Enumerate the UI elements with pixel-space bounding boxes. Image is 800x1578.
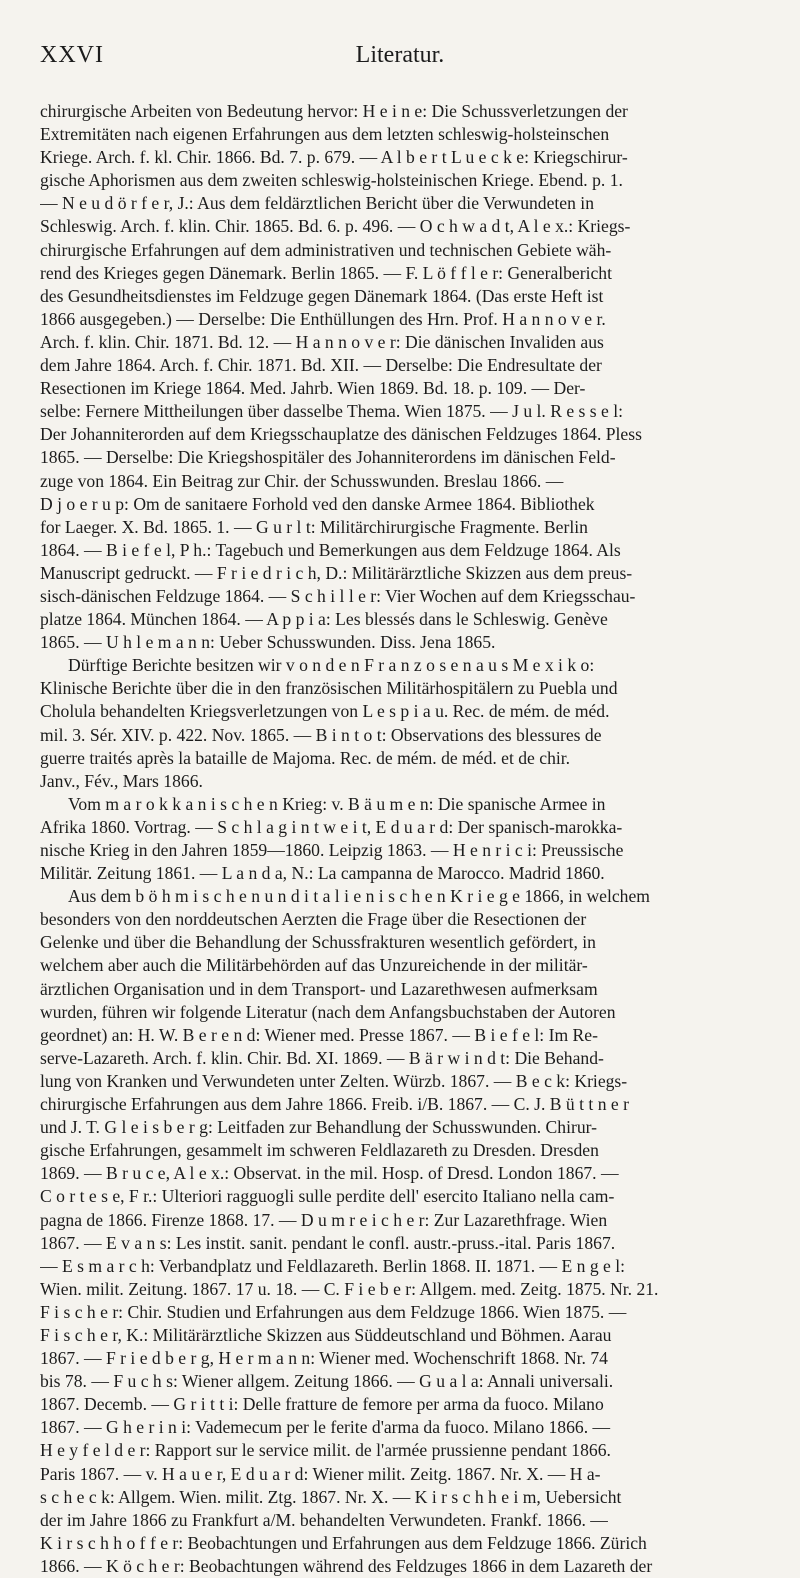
text-line: Manuscript gedruckt. — F r i e d r i c h, D.: Militärärztliche Skizzen aus dem preus- xyxy=(40,562,633,583)
text-line: nische Krieg in den Jahren 1859—1860. Leipzig 1863. — H e n r i c i: Preussische xyxy=(40,840,624,860)
text-line: bis 78. — F u c h s: Wiener allgem. Zeitung 1866. — G u a l a: Annali universali. xyxy=(40,1371,614,1392)
text-line: chirurgische Erfahrungen auf dem administrativen und technischen Gebiete wäh- xyxy=(40,239,612,260)
text-line: Extremitäten nach eigenen Erfahrungen aus dem letzten schleswig-holsteinschen xyxy=(40,124,610,145)
text-line: Kriege. Arch. f. kl. Chir. 1866. Bd. 7. p. 679. — A l b e r t L u e c k e: Kriegschirur- xyxy=(40,147,628,168)
running-title: Literatur. xyxy=(355,42,445,68)
text-line: Vom m a r o k k a n i s c h e n Krieg: v. B ä u m e n: Die spanische Armee in xyxy=(68,793,606,814)
text-line: selbe: Fernere Mittheilungen über dasselbe Thema. Wien 1875. — J u l. R e s s e l: xyxy=(40,401,624,422)
text-line: sisch-dänischen Feldzuge 1864. — S c h i l l e r: Vier Wochen auf dem Kriegsschau- xyxy=(40,585,636,606)
text-line: Schleswig. Arch. f. klin. Chir. 1865. Bd. 6. p. 496. — O c h w a d t, A l e x.: Kriegs- xyxy=(40,216,631,237)
text-line: 1869. — B r u c e, A l e x.: Observat. in the mil. Hosp. of Dresd. London 1867. — xyxy=(40,1163,619,1184)
text-line: chirurgische Erfahrungen aus dem Jahre 1866. Freib. i/B. 1867. — C. J. B ü t t n e r xyxy=(40,1094,629,1115)
text-line: gische Erfahrungen, gesammelt im schweren Feldlazareth zu Dresden. Dresden xyxy=(40,1140,599,1161)
text-line: for Laeger. X. Bd. 1865. 1. — G u r l t: Militärchirurgische Fragmente. Berlin xyxy=(40,516,588,537)
text-line: Afrika 1860. Vortrag. — S c h l a g i n t w e i t, E d u a r d: Der spanisch-marokka- xyxy=(40,816,623,837)
text-line: Wien. milit. Zeitung. 1867. 17 u. 18. — C. F i e b e r: Allgem. med. Zeitg. 1875. Nr. 21. xyxy=(40,1278,659,1299)
text-line: besonders von den norddeutschen Aerzten die Frage über die Resectionen der xyxy=(40,909,587,930)
bibliography-text xyxy=(40,100,760,1578)
text-line: 1867. — E v a n s: Les instit. sanit. pendant le confl. austr.-pruss.-ital. Paris 1867. xyxy=(40,1232,616,1253)
text-line: 1867. Decemb. — G r i t t i: Delle fratture de femore per arma da fuoco. Milano xyxy=(40,1394,604,1415)
text-line: 1865. — Derselbe: Die Kriegshospitäler des Johanniterordens im dänischen Feld- xyxy=(40,447,616,468)
text-line: Paris 1867. — v. H a u e r, E d u a r d: Wiener milit. Zeitg. 1867. Nr. X. — H a- xyxy=(40,1463,601,1484)
text-line: F i s c h e r: Chir. Studien und Erfahrungen aus dem Feldzuge 1866. Wien 1875. — xyxy=(40,1301,627,1322)
text-line: der im Jahre 1866 zu Frankfurt a/M. behandelten Verwundeten. Frankf. 1866. — xyxy=(40,1509,608,1530)
text-line: wurden, führen wir folgende Literatur (nach dem Anfangsbuchstaben der Autoren xyxy=(40,1001,616,1022)
text-line: 1867. — G h e r i n i: Vademecum per le ferite d'arma da fuoco. Milano 1866. — xyxy=(40,1417,611,1438)
text-line: guerre traités après la bataille de Majoma. Rec. de mém. de méd. et de chir. xyxy=(40,747,571,768)
text-line: des Gesundheitsdienstes im Feldzuge gegen Dänemark 1864. (Das erste Heft ist xyxy=(40,285,604,306)
text-line: Militär. Zeitung 1861. — L a n d a, N.: La campanna de Marocco. Madrid 1860. xyxy=(40,863,605,884)
text-line: gische Aphorismen aus dem zweiten schleswig-holsteinischen Kriege. Ebend. p. 1. xyxy=(40,170,623,191)
text-line: ärztlichen Organisation und in dem Transport- und Lazarethwesen aufmerksam xyxy=(40,978,598,999)
text-line: 1867. — F r i e d b e r g, H e r m a n n: Wiener med. Wochenschrift 1868. Nr. 74 xyxy=(40,1348,608,1369)
text-line: zuge von 1864. Ein Beitrag zur Chir. der Schusswunden. Breslau 1866. — xyxy=(40,470,564,491)
page-header xyxy=(40,34,760,74)
text-line: K i r s c h h o f f e r: Beobachtungen und Erfahrungen aus dem Feldzuge 1866. Zürich xyxy=(40,1532,647,1553)
text-line: Der Johanniterorden auf dem Kriegsschauplatze des dänischen Feldzuges 1864. Pless xyxy=(40,424,642,445)
text-line: Arch. f. klin. Chir. 1871. Bd. 12. — H a n n o v e r: Die dänischen Invaliden aus xyxy=(40,331,604,352)
text-line: Dürftige Berichte besitzen wir v o n d e n F r a n z o s e n a u s M e x i k o: xyxy=(68,655,595,676)
text-line: H e y f e l d e r: Rapport sur le service milit. de l'armée prussienne pendant 1866. xyxy=(40,1440,611,1461)
text-line: welchem aber auch die Militärbehörden auf das Unzureichende in der militär- xyxy=(40,955,588,976)
text-line: dem Jahre 1864. Arch. f. Chir. 1871. Bd. XII. — Derselbe: Die Endresultate der xyxy=(40,355,602,376)
text-line: Klinische Berichte über die in den französischen Militärhospitälern zu Puebla und xyxy=(40,678,618,699)
text-line: Janv., Fév., Mars 1866. xyxy=(40,770,203,791)
text-line: chirurgische Arbeiten von Bedeutung hervor: H e i n e: Die Schussverletzungen der xyxy=(40,101,628,121)
text-line: Aus dem b ö h m i s c h e n u n d i t a l i e n i s c h e n K r i e g e 1866, in welchem xyxy=(68,886,650,907)
text-line: Resectionen im Kriege 1864. Med. Jahrb. Wien 1869. Bd. 18. p. 109. — Der- xyxy=(40,378,586,399)
text-line: F i s c h e r, K.: Militärärztliche Skizzen aus Süddeutschland und Böhmen. Aarau xyxy=(40,1324,612,1345)
text-line: 1864. — B i e f e l, P h.: Tagebuch und Bemerkungen aus dem Feldzuge 1864. Als xyxy=(40,539,621,560)
text-line: 1865. — U h l e m a n n: Ueber Schusswunden. Diss. Jena 1865. xyxy=(40,632,496,653)
text-line: D j o e r u p: Om de sanitaere Forhold ved den danske Armee 1864. Bibliothek xyxy=(40,493,595,514)
text-line: rend des Krieges gegen Dänemark. Berlin 1865. — F. L ö f f l e r: Generalbericht xyxy=(40,262,612,283)
text-line: platze 1864. München 1864. — A p p i a: Les blessés dans le Schleswig. Genève xyxy=(40,609,608,630)
text-line: 1866. — K ö c h e r: Beobachtungen während des Feldzuges 1866 in dem Lazareth der xyxy=(40,1555,653,1576)
text-line: Gelenke und über die Behandlung der Schussfrakturen wesentlich gefördert, in xyxy=(40,932,596,953)
text-line: mil. 3. Sér. XIV. p. 422. Nov. 1865. — B i n t o t: Observations des blessures de xyxy=(40,724,602,745)
text-line: C o r t e s e, F r.: Ulteriori ragguogli sulle perdite dell' esercito Italiano nella cam- xyxy=(40,1186,615,1207)
text-line: — N e u d ö r f e r, J.: Aus dem feldärztlichen Bericht über die Verwundeten in xyxy=(40,193,594,214)
page-number: XXVI xyxy=(40,42,104,68)
text-line: lung von Kranken und Verwundeten unter Zelten. Würzb. 1867. — B e c k: Kriegs- xyxy=(40,1070,628,1091)
text-line: s c h e c k: Allgem. Wien. milit. Ztg. 1867. Nr. X. — K i r s c h h e i m, Uebersicht xyxy=(40,1486,622,1507)
text-line: und J. T. G l e i s b e r g: Leitfaden zur Behandlung der Schusswunden. Chirur- xyxy=(40,1117,597,1138)
text-line: — E s m a r c h: Verbandplatz und Feldlazareth. Berlin 1868. II. 1871. — E n g e l: xyxy=(40,1255,626,1276)
text-line: pagna de 1866. Firenze 1868. 17. — D u m r e i c h e r: Zur Lazarethfrage. Wien xyxy=(40,1209,608,1230)
text-line: serve-Lazareth. Arch. f. klin. Chir. Bd. XI. 1869. — B ä r w i n d t: Die Behand- xyxy=(40,1047,604,1068)
text-line: 1866 ausgegeben.) — Derselbe: Die Enthüllungen des Hrn. Prof. H a n n o v e r. xyxy=(40,308,606,329)
text-line: geordnet) an: H. W. B e r e n d: Wiener med. Presse 1867. — B i e f e l: Im Re- xyxy=(40,1024,598,1045)
text-line: Cholula behandelten Kriegsverletzungen von L e s p i a u. Rec. de mém. de méd. xyxy=(40,701,610,722)
